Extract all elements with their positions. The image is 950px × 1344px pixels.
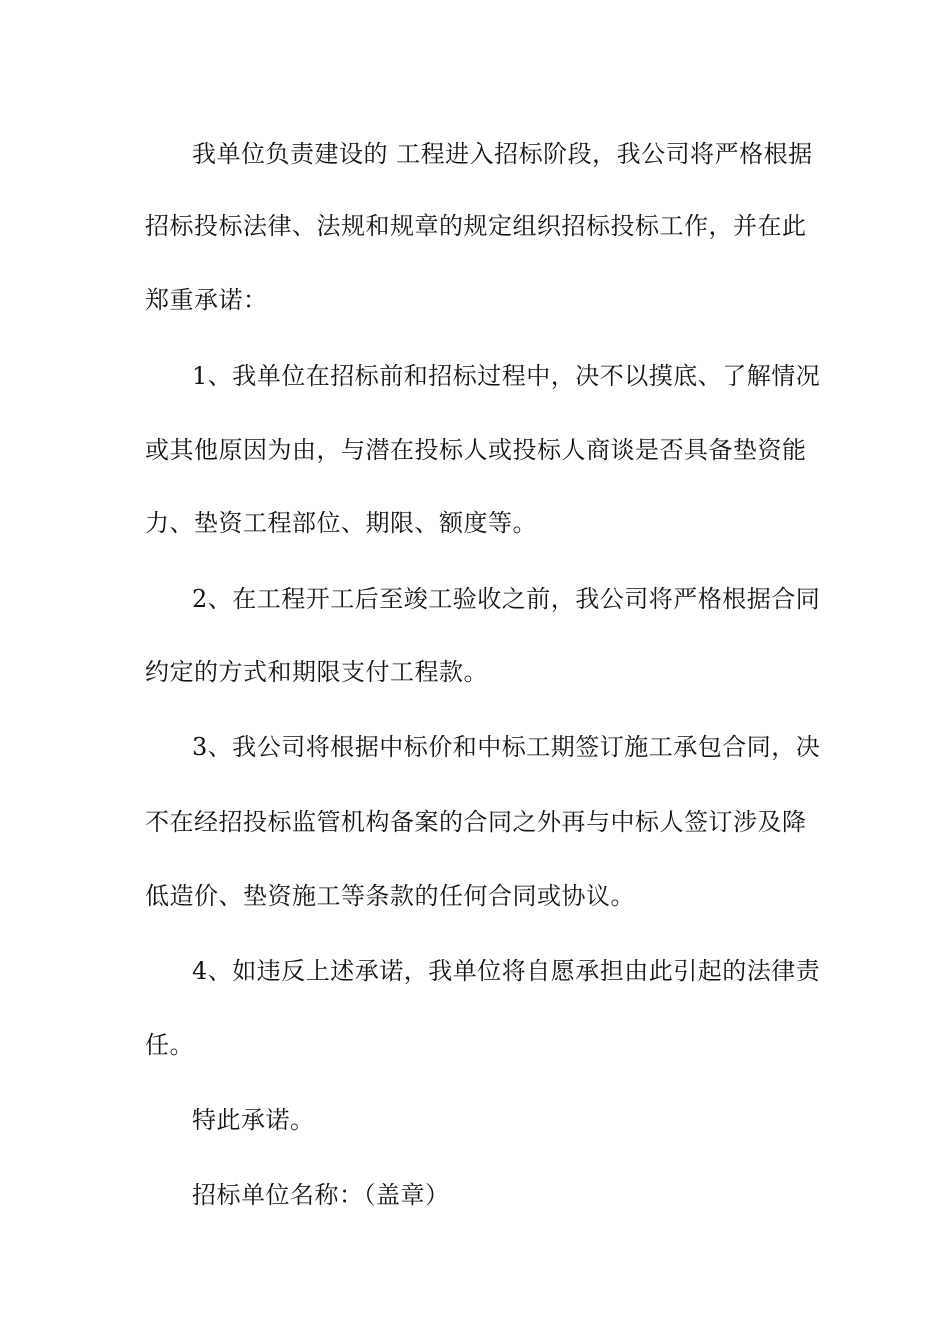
- clause-4-line-1: 4、如违反上述承诺，我单位将自愿承担由此引起的法律责: [192, 957, 821, 985]
- clause-4-line-2: 任。: [145, 1031, 194, 1059]
- clause-1-line-3: 力、垫资工程部位、期限、额度等。: [145, 509, 537, 537]
- clause-3-line-3: 低造价、垫资施工等条款的任何合同或协议。: [145, 882, 635, 910]
- clause-2-line-1: 2、在工程开工后至竣工验收之前，我公司将严格根据合同: [192, 585, 821, 613]
- clause-3-line-2: 不在经招投标监管机构备案的合同之外再与中标人签订涉及降: [145, 808, 807, 836]
- intro-line-2: 招标投标法律、法规和规章的规定组织招标投标工作，并在此: [145, 212, 807, 240]
- signature-line: 招标单位名称：（盖章）: [192, 1181, 450, 1209]
- clause-2-line-2: 约定的方式和期限支付工程款。: [145, 658, 488, 686]
- clause-3-line-1: 3、我公司将根据中标价和中标工期签订施工承包合同，决: [192, 733, 821, 761]
- clause-1-line-2: 或其他原因为由，与潜在投标人或投标人商谈是否具备垫资能: [145, 436, 807, 464]
- intro-line-3: 郑重承诺：: [145, 286, 268, 314]
- intro-line-1: 我单位负责建设的 工程进入招标阶段，我公司将严格根据: [192, 140, 813, 168]
- clause-1-line-1: 1、我单位在招标前和招标过程中，决不以摸底、了解情况: [192, 362, 821, 390]
- closing-statement: 特此承诺。: [192, 1106, 315, 1134]
